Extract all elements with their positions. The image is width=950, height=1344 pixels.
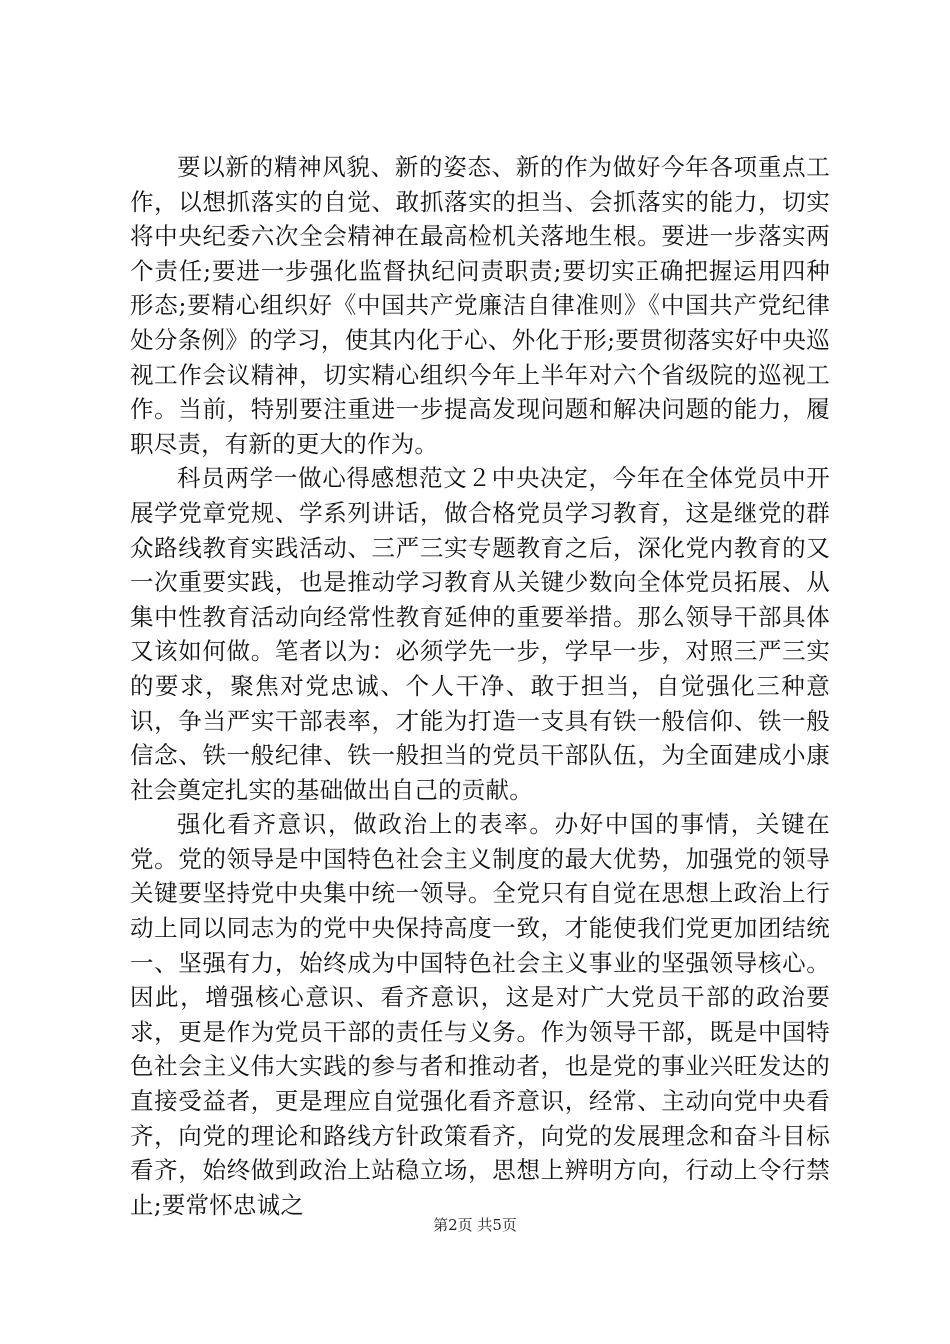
paragraph-1: 要以新的精神风貌、新的姿态、新的作为做好今年各项重点工作，以想抓落实的自觉、敢抓落实的担当、会抓落实的能力，切实将中央纪委六次全会精神在最高检机关落地生根。要进一步落实两个责任;要进一步强化监督执纪问责职责;要切实正确把握运用四种形态;要精心组织好《中国共产党廉洁自律准则》《中国共产党纪律处分条例》的学习，使其内化于心、外化于形;要贯彻落实好中央巡视工作会议精神，切实精心组织今年上半年对六个省级院的巡视工作。当前，特别要注重进一步提高发现问题和解决问题的能力，履职尽责，有新的更大的作为。 <box>130 153 830 458</box>
paragraph-2: 科员两学一做心得感想范文２中央决定，今年在全体党员中开展学党章党规、学系列讲话，做合格党员学习教育，这是继党的群众路线教育实践活动、三严三实专题教育之后，深化党内教育的又一次重要实践，也是推动学习教育从关键少数向全体党员拓展、从集中性教育活动向经常性教育延伸的重要举措。那么领导干部具体又该如何做。笔者以为：必须学先一步，学早一步，对照三严三实的要求，聚焦对党忠诚、个人干净、敢于担当，自觉强化三种意识，争当严实干部表率，才能为打造一支具有铁一般信仰、铁一般信念、铁一般纪律、铁一般担当的党员干部队伍，为全面建成小康社会奠定扎实的基础做出自己的贡献。 <box>130 464 830 804</box>
document-body <box>130 150 830 1222</box>
paragraph-3: 强化看齐意识，做政治上的表率。办好中国的事情，关键在党。党的领导是中国特色社会主义制度的最大优势，加强党的领导关键要坚持党中央集中统一领导。全党只有自觉在思想上政治上行动上同以同志为的党中央保持高度一致，才能使我们党更加团结统一、坚强有力，始终成为中国特色社会主义事业的坚强领导核心。因此，增强核心意识、看齐意识，这是对广大党员干部的政治要求，更是作为党员干部的责任与义务。作为领导干部，既是中国特色社会主义伟大实践的参与者和推动者，也是党的事业兴旺发达的直接受益者，更是理应自觉强化看齐意识，经常、主动向党中央看齐，向党的理论和路线方针政策看齐，向党的发展理念和奋斗目标看齐，始终做到政治上站稳立场，思想上辨明方向，行动上令行禁止;要常怀忠诚之 <box>130 810 830 1219</box>
page-footer: 第2页 共5页 <box>433 1216 517 1234</box>
